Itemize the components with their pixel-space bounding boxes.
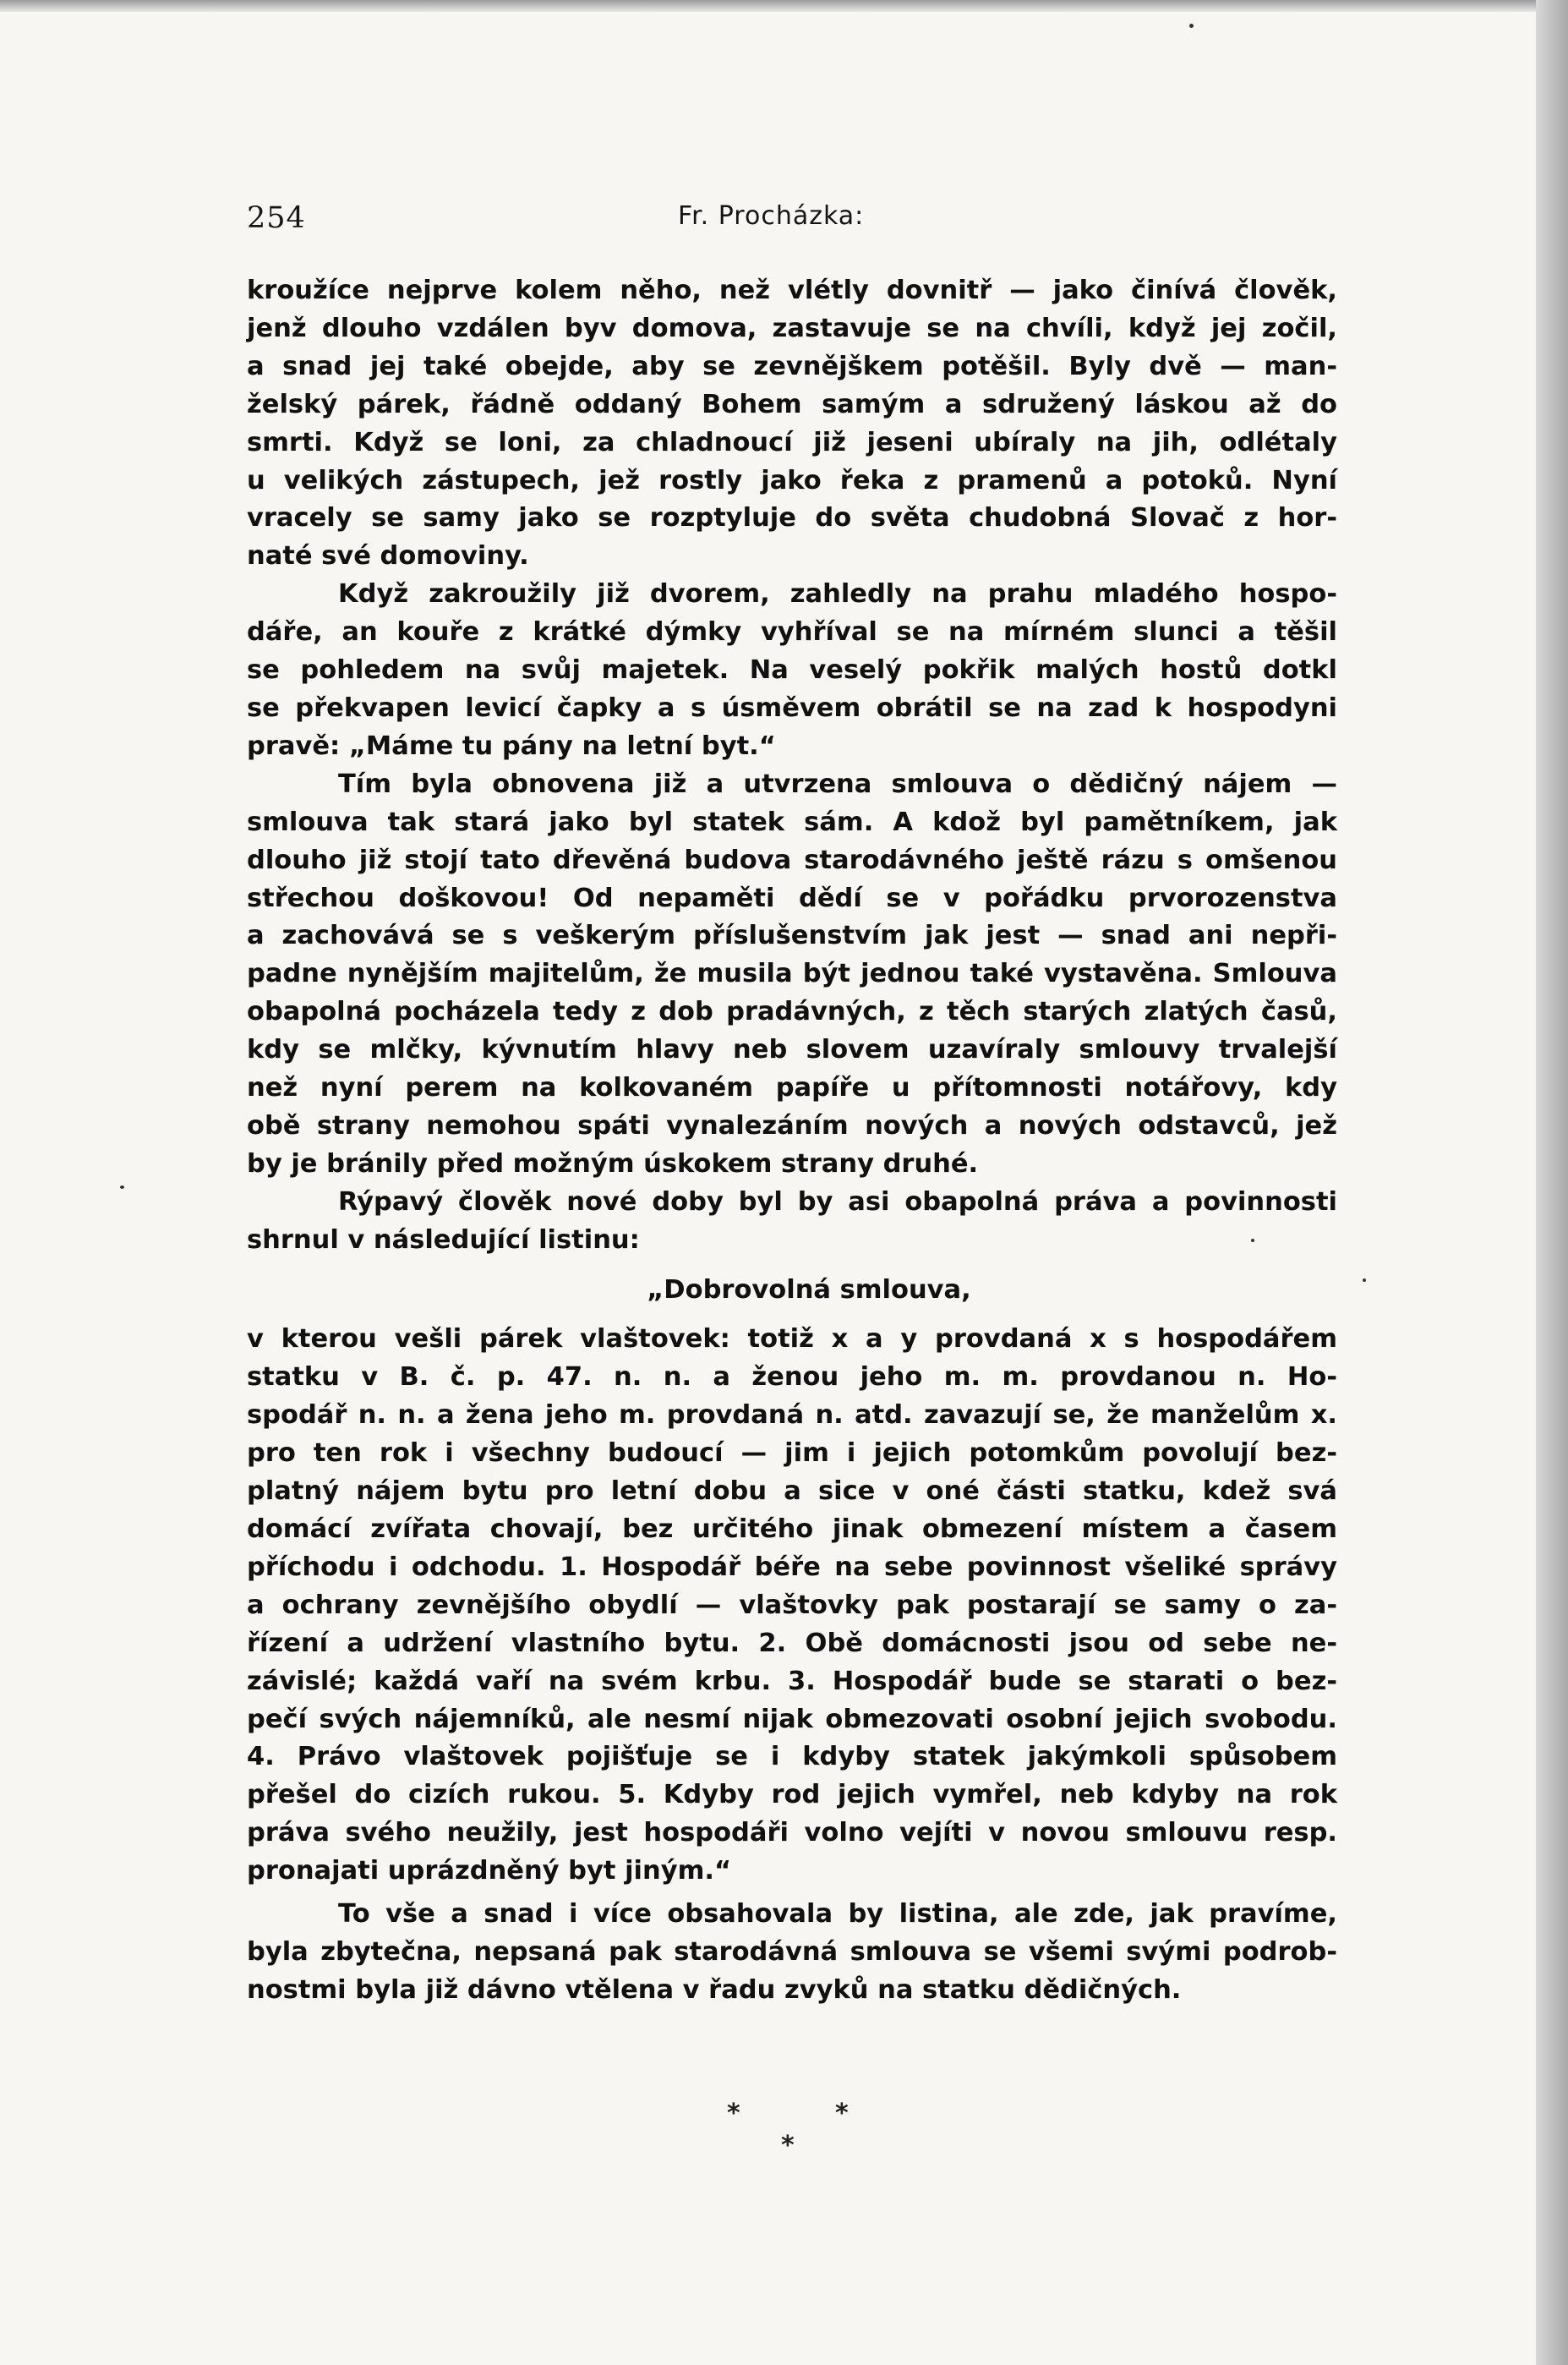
text-line: želský párek, řádně oddaný Bohem samým a sdružený láskou až do — [247, 389, 1337, 419]
text-line: obapolná pocházela tedy z dob pradávných, z těch starých zlatých časů, — [247, 997, 1337, 1027]
text-line: Rýpavý člověk nové doby byl by asi obapolná práva a povinnosti — [338, 1186, 1337, 1217]
paper-speck — [1251, 1239, 1254, 1242]
text-line: střechou doškovou! Od nepaměti dědí se v pořádku prvorozenstva — [247, 883, 1337, 913]
text-line: než nyní perem na kolkovaném papíře u přítomnosti notářovy, kdy — [247, 1073, 1337, 1103]
page-right-edge-shadow — [1536, 0, 1568, 2365]
text-line: Tím byla obnovena již a utvrzena smlouva o dědičný nájem — — [338, 769, 1337, 799]
text-line: smlouva tak stará jako byl statek sám. A kdož byl pamětníkem, jak — [247, 807, 1337, 837]
text-line: a snad jej také obejde, aby se zevnějškem potěšil. Byly dvě — man- — [247, 351, 1337, 381]
text-line: Když zakroužily již dvorem, zahledly na prahu mladého hospo- — [338, 579, 1337, 610]
text-line: by je bránily před možným úskokem strany druhé. — [247, 1148, 979, 1179]
text-line: se pohledem na svůj majetek. Na veselý pokřik malých hostů dotkl — [247, 655, 1337, 686]
text-line: práva svého neužily, jest hospodáři volno vejíti v novou smlouvu resp. — [247, 1818, 1337, 1848]
text-line: pravě: „Máme tu pány na letní byt.“ — [247, 731, 776, 761]
text-line: pronajati uprázdněný byt jiným.“ — [247, 1856, 732, 1886]
text-line: smrti. Když se loni, za chladnoucí již jeseni ubíraly na jih, odlétaly — [247, 427, 1337, 457]
text-line: pečí svých nájemníků, ale nesmí nijak obmezovati osobní jejich svobodu. — [247, 1704, 1337, 1734]
text-line: domácí zvířata chovají, bez určitého jinak obmezení místem a časem — [247, 1514, 1337, 1544]
contract-title: „Dobrovolná smlouva, — [647, 1274, 971, 1305]
text-line: dlouho již stojí tato dřevěná budova starodávného ještě rázu s omšenou — [247, 845, 1337, 875]
text-line: se překvapen levicí čapky a s úsměvem obrátil se na zad k hospodyni — [247, 693, 1337, 723]
text-line: byla zbytečna, nepsaná pak starodávná smlouva se všemi svými podrob- — [247, 1936, 1337, 1967]
text-line: kdy se mlčky, kývnutím hlavy neb slovem uzavíraly smlouvy trvalejší — [247, 1035, 1337, 1065]
text-line: dáře, an kouře z krátké dýmky vyhříval se na mírném slunci a těšil — [247, 617, 1337, 648]
text-line: 4. Právo vlaštovek pojišťuje se i kdyby statek jakýmkoli spůsobem — [247, 1742, 1337, 1772]
text-line: u velikých zástupech, jež rostly jako řeka z pramenů a potoků. Nyní — [247, 465, 1337, 495]
text-line: padne nynějším majitelům, že musila být jednou také vystavěna. Smlouva — [247, 959, 1337, 989]
text-line: platný nájem bytu pro letní dobu a sice v oné části statku, kdež svá — [247, 1476, 1337, 1507]
contract-text — [247, 1321, 1337, 1891]
text-line: a ochrany zevnějšího obydlí — vlaštovky pak postarají se samy o za- — [247, 1590, 1337, 1620]
text-line: naté své domoviny. — [247, 541, 529, 572]
text-line: To vše a snad i více obsahovala by listina, ale zde, jak pravíme, — [338, 1899, 1337, 1930]
text-line: přešel do cizích rukou. 5. Kdyby rod jejich vymřel, neb kdyby na rok — [247, 1780, 1337, 1810]
text-line: řízení a udržení vlastního bytu. 2. Obě domácnosti jsou od sebe ne- — [247, 1628, 1337, 1658]
text-line: nostmi byla již dávno vtělena v řadu zvyků na statku dědičných. — [247, 1974, 1182, 2005]
text-line: příchodu i odchodu. 1. Hospodář béře na sebe povinnost všeliké správy — [247, 1552, 1337, 1582]
text-line: shrnul v následující listinu: — [247, 1224, 640, 1255]
paragraph-final — [247, 1896, 1337, 2010]
asterisk: * — [835, 2099, 849, 2128]
paragraph-3 — [247, 766, 1337, 1184]
section-break-asterism — [710, 2099, 862, 2175]
paragraph-2 — [247, 576, 1337, 766]
page-header — [247, 196, 1337, 238]
text-line: závislé; každá vaří na svém krbu. 3. Hospodář bude se starati o bez- — [247, 1666, 1337, 1696]
page-top-edge-shadow — [0, 0, 1568, 12]
text-line: vracely se samy jako se rozptyluje do světa chudobná Slovač z hor- — [247, 503, 1337, 534]
paragraph-4 — [247, 1184, 1337, 1260]
paper-speck — [1363, 1278, 1366, 1282]
text-line: statku v B. č. p. 47. n. n. a ženou jeho m. m. provdanou n. Ho- — [247, 1362, 1337, 1393]
text-line: spodář n. n. a žena jeho m. provdaná n. atd. zavazují se, že manželům x. — [247, 1400, 1337, 1431]
asterisk: * — [727, 2099, 740, 2128]
text-line: kroužíce nejprve kolem něho, než vlétly dovnitř — jako činívá člověk, — [247, 276, 1337, 305]
page-number: 254 — [247, 201, 306, 235]
body-text — [247, 272, 1337, 2010]
paragraph-1 — [247, 272, 1337, 576]
text-line: jenž dlouho vzdálen byv domova, zastavuje se na chvíli, když jej zočil, — [247, 313, 1337, 343]
running-title: Fr. Procházka: — [678, 201, 865, 231]
asterisk: * — [781, 2131, 795, 2160]
text-line: a zachovává se s veškerým příslušenstvím jak jest — snad ani nepři- — [247, 921, 1337, 951]
text-line: v kterou vešli párek vlaštovek: totiž x a y provdaná x s hospodářem — [247, 1324, 1337, 1355]
paper-speck — [120, 1185, 124, 1189]
text-line: obě strany nemohou spáti vynalezáním nových a nových odstavců, jež — [247, 1110, 1337, 1141]
text-line: pro ten rok i všechny budoucí — jim i jejich potomkům povolují bez- — [247, 1438, 1337, 1469]
paper-speck — [1189, 24, 1194, 28]
